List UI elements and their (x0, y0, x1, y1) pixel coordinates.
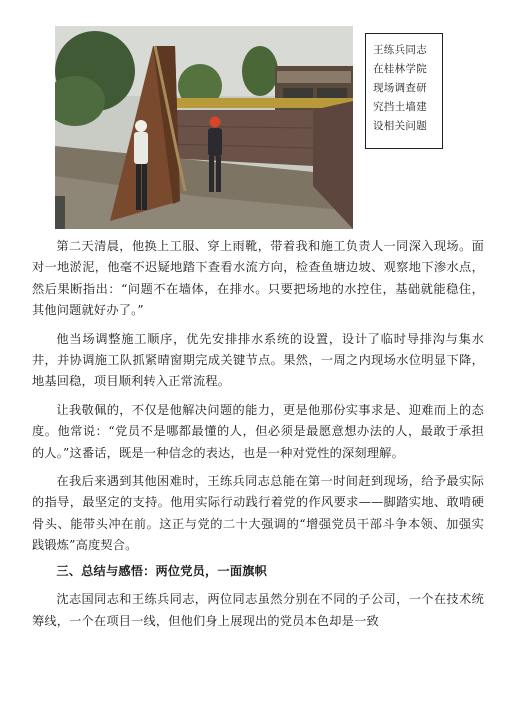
paragraph-2: 他当场调整施工顺序，优先安排排水系统的设置，设计了临时导排沟与集水井，并协调施工队抓紧晴窗期完成关键节点。果然，一周之内现场水位明显下降，地基回稳，项目顺利转入正常流程。 (32, 331, 484, 389)
closing-paragraph: 沈志国同志和王练兵同志，两位同志虽然分别在不同的子公司，一个在技术统筹线，一个在项目一线，但他们身上展现出的党员本色却是一致 (32, 592, 484, 628)
paragraph-3: 让我敬佩的，不仅是他解决问题的能力，更是他那份实事求是、迎难而上的态度。他常说：“党员不是哪都最懂的人，但必须是最愿意想办法的人，最敢于承担的人。”这番话，既是一种信念的表达，也是一种对党性的深刻理解。 (32, 402, 484, 460)
paragraph-4: 在我后来遇到其他困难时，王练兵同志总能在第一时间赶到现场，给予最实际的指导，最坚定的支持。他用实际行动践行着党的作风要求——脚踏实地、敢啃硬骨头、能带头冲在前。这正与党的二十大强调的“增强党员干部斗争本领、加强实践锻炼”高度契合。 (32, 474, 484, 553)
site-photo (55, 26, 353, 229)
site-photo-illustration (55, 26, 353, 229)
photo-caption-box (365, 33, 443, 149)
photo-caption: 王练兵同志在桂林学院现场调查研究挡土墙建设相关问题 (373, 44, 427, 132)
paragraph-1: 第二天清晨，他换上工服、穿上雨靴，带着我和施工负责人一同深入现场。面对一地淤泥，他毫不迟疑地踏下查看水流方向，检查鱼塘边坡、观察地下渗水点，然后果断指出：“问题不在墙体，在排水。只要把场地的水控住，基础就能稳住，其他问题就好办了。” (32, 239, 484, 318)
article-body (32, 236, 484, 632)
section-heading: 三、总结与感悟：两位党员，一面旗帜 (56, 563, 267, 578)
